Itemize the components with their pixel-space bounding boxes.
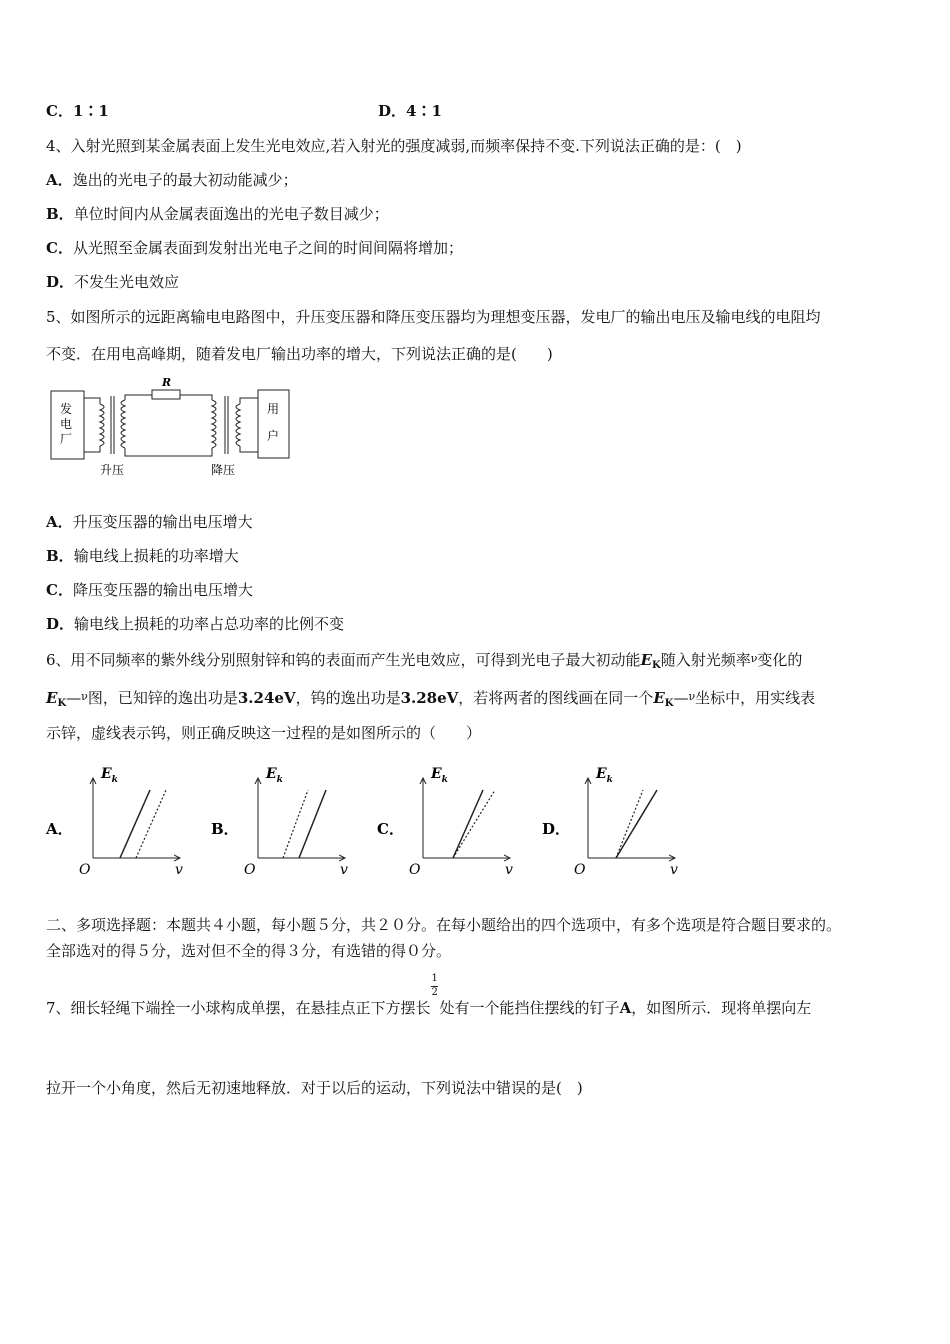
q5-option-a: A．升压变压器的输出电压增大	[46, 513, 253, 531]
graph-d-ylabel: $E_k$	[596, 766, 613, 785]
graph-a-dashed-line	[136, 790, 166, 858]
graph-b-dashed-line	[283, 790, 308, 858]
step-down-label: 降压	[211, 463, 236, 477]
q5-stem-line1: 5、如图所示的远距离输电电路图中，升压变压器和降压变压器均为理想变压器，发电厂的输出电压及输电线的电阻均	[46, 308, 821, 326]
plant-char-1: 发	[60, 402, 73, 416]
graph-c	[377, 766, 513, 878]
graph-c-label: C．	[377, 820, 404, 838]
section2-line2: 全部选对的得５分，选对但不全的得３分，有选错的得０分。	[46, 942, 452, 960]
graph-b-origin: O	[244, 862, 256, 878]
graph-d	[542, 766, 678, 878]
resistor-label: R	[162, 376, 172, 389]
graph-a-origin: O	[79, 862, 91, 878]
graph-a-ylabel: $E_k$	[101, 766, 118, 785]
graph-c-solid-line	[453, 790, 483, 858]
q5-option-c: C．降压变压器的输出电压增大	[46, 581, 253, 599]
q4-option-a: A．逸出的光电子的最大初动能减少；	[46, 171, 298, 189]
user-char-1: 用	[267, 402, 280, 416]
graph-d-dashed-line	[616, 790, 643, 858]
graph-d-xlabel: v	[670, 862, 678, 878]
q3-option-d: D．4∶1	[378, 102, 442, 120]
q7-line2: 拉开一个小角度，然后无初速地释放．对于以后的运动，下列说法中错误的是( )	[46, 1079, 583, 1097]
graph-c-dashed-line	[453, 790, 495, 858]
graph-b-label: B．	[211, 820, 239, 838]
graph-a-label: A．	[46, 820, 73, 838]
graph-d-label: D．	[542, 820, 571, 838]
q3-option-c: C．1∶1	[46, 102, 109, 120]
q4-option-d: D．不发生光电效应	[46, 273, 180, 291]
graph-a	[45, 766, 183, 878]
graph-b	[211, 766, 348, 878]
q7-fraction: $\frac{1}{2}$	[431, 973, 438, 998]
plant-char-2: 电	[60, 417, 73, 431]
q5-option-b: B．输电线上损耗的功率增大	[46, 547, 239, 565]
q6-line1: 6、用不同频率的紫外线分别照射锌和钨的表面而产生光电效应，可得到光电子最大初动能$E_K$随入射光频率$^\nu$变化的	[46, 651, 803, 671]
q4-option-b: B．单位时间内从金属表面逸出的光电子数目减少；	[46, 205, 389, 223]
q4-stem: 4、入射光照到某金属表面上发生光电效应,若入射光的强度减弱,而频率保持不变.下列说法正确的是：( )	[46, 137, 742, 155]
step-up-label: 升压	[100, 463, 125, 477]
graph-b-solid-line	[299, 790, 326, 858]
q5-option-d: D．输电线上损耗的功率占总功率的比例不变	[46, 615, 345, 633]
q7-line1: 7、细长轻绳下端拴一小球构成单摆，在悬挂点正下方摆长 $\frac{1}{2}$ 处有一个能挡住摆线的钉子A，如图所示．现将单摆向左	[46, 973, 812, 1017]
graph-d-solid-line	[616, 790, 657, 858]
graph-c-ylabel: $E_k$	[431, 766, 448, 785]
graph-c-xlabel: v	[505, 862, 513, 878]
graph-b-ylabel: $E_k$	[266, 766, 283, 785]
graph-b-xlabel: v	[340, 862, 348, 878]
q5-stem-line2: 不变．在用电高峰期，随着发电厂输出功率的增大，下列说法正确的是( )	[46, 345, 553, 363]
user-char-2: 户	[267, 429, 280, 443]
graph-a-solid-line	[120, 790, 150, 858]
graph-c-origin: O	[409, 862, 421, 878]
q6-line3: 示锌，虚线表示钨，则正确反映这一过程的是如图所示的（ ）	[46, 724, 482, 742]
graph-d-origin: O	[574, 862, 586, 878]
graph-a-xlabel: v	[175, 862, 183, 878]
plant-char-3: 厂	[60, 432, 73, 446]
q6-line2: $E_K—^\nu$图，已知锌的逸出功是3.24eV，钨的逸出功是3.28eV，若将两者的图线画在同一个$E_K—^\nu$坐标中，用实线表	[46, 689, 816, 709]
q4-option-c: C．从光照至金属表面到发射出光电子之间的时间间隔将增加；	[46, 239, 463, 257]
section2-line1: 二、多项选择题：本题共４小题，每小题５分，共２０分。在每小题给出的四个选项中，有多个选项是符合题目要求的。	[46, 916, 842, 934]
